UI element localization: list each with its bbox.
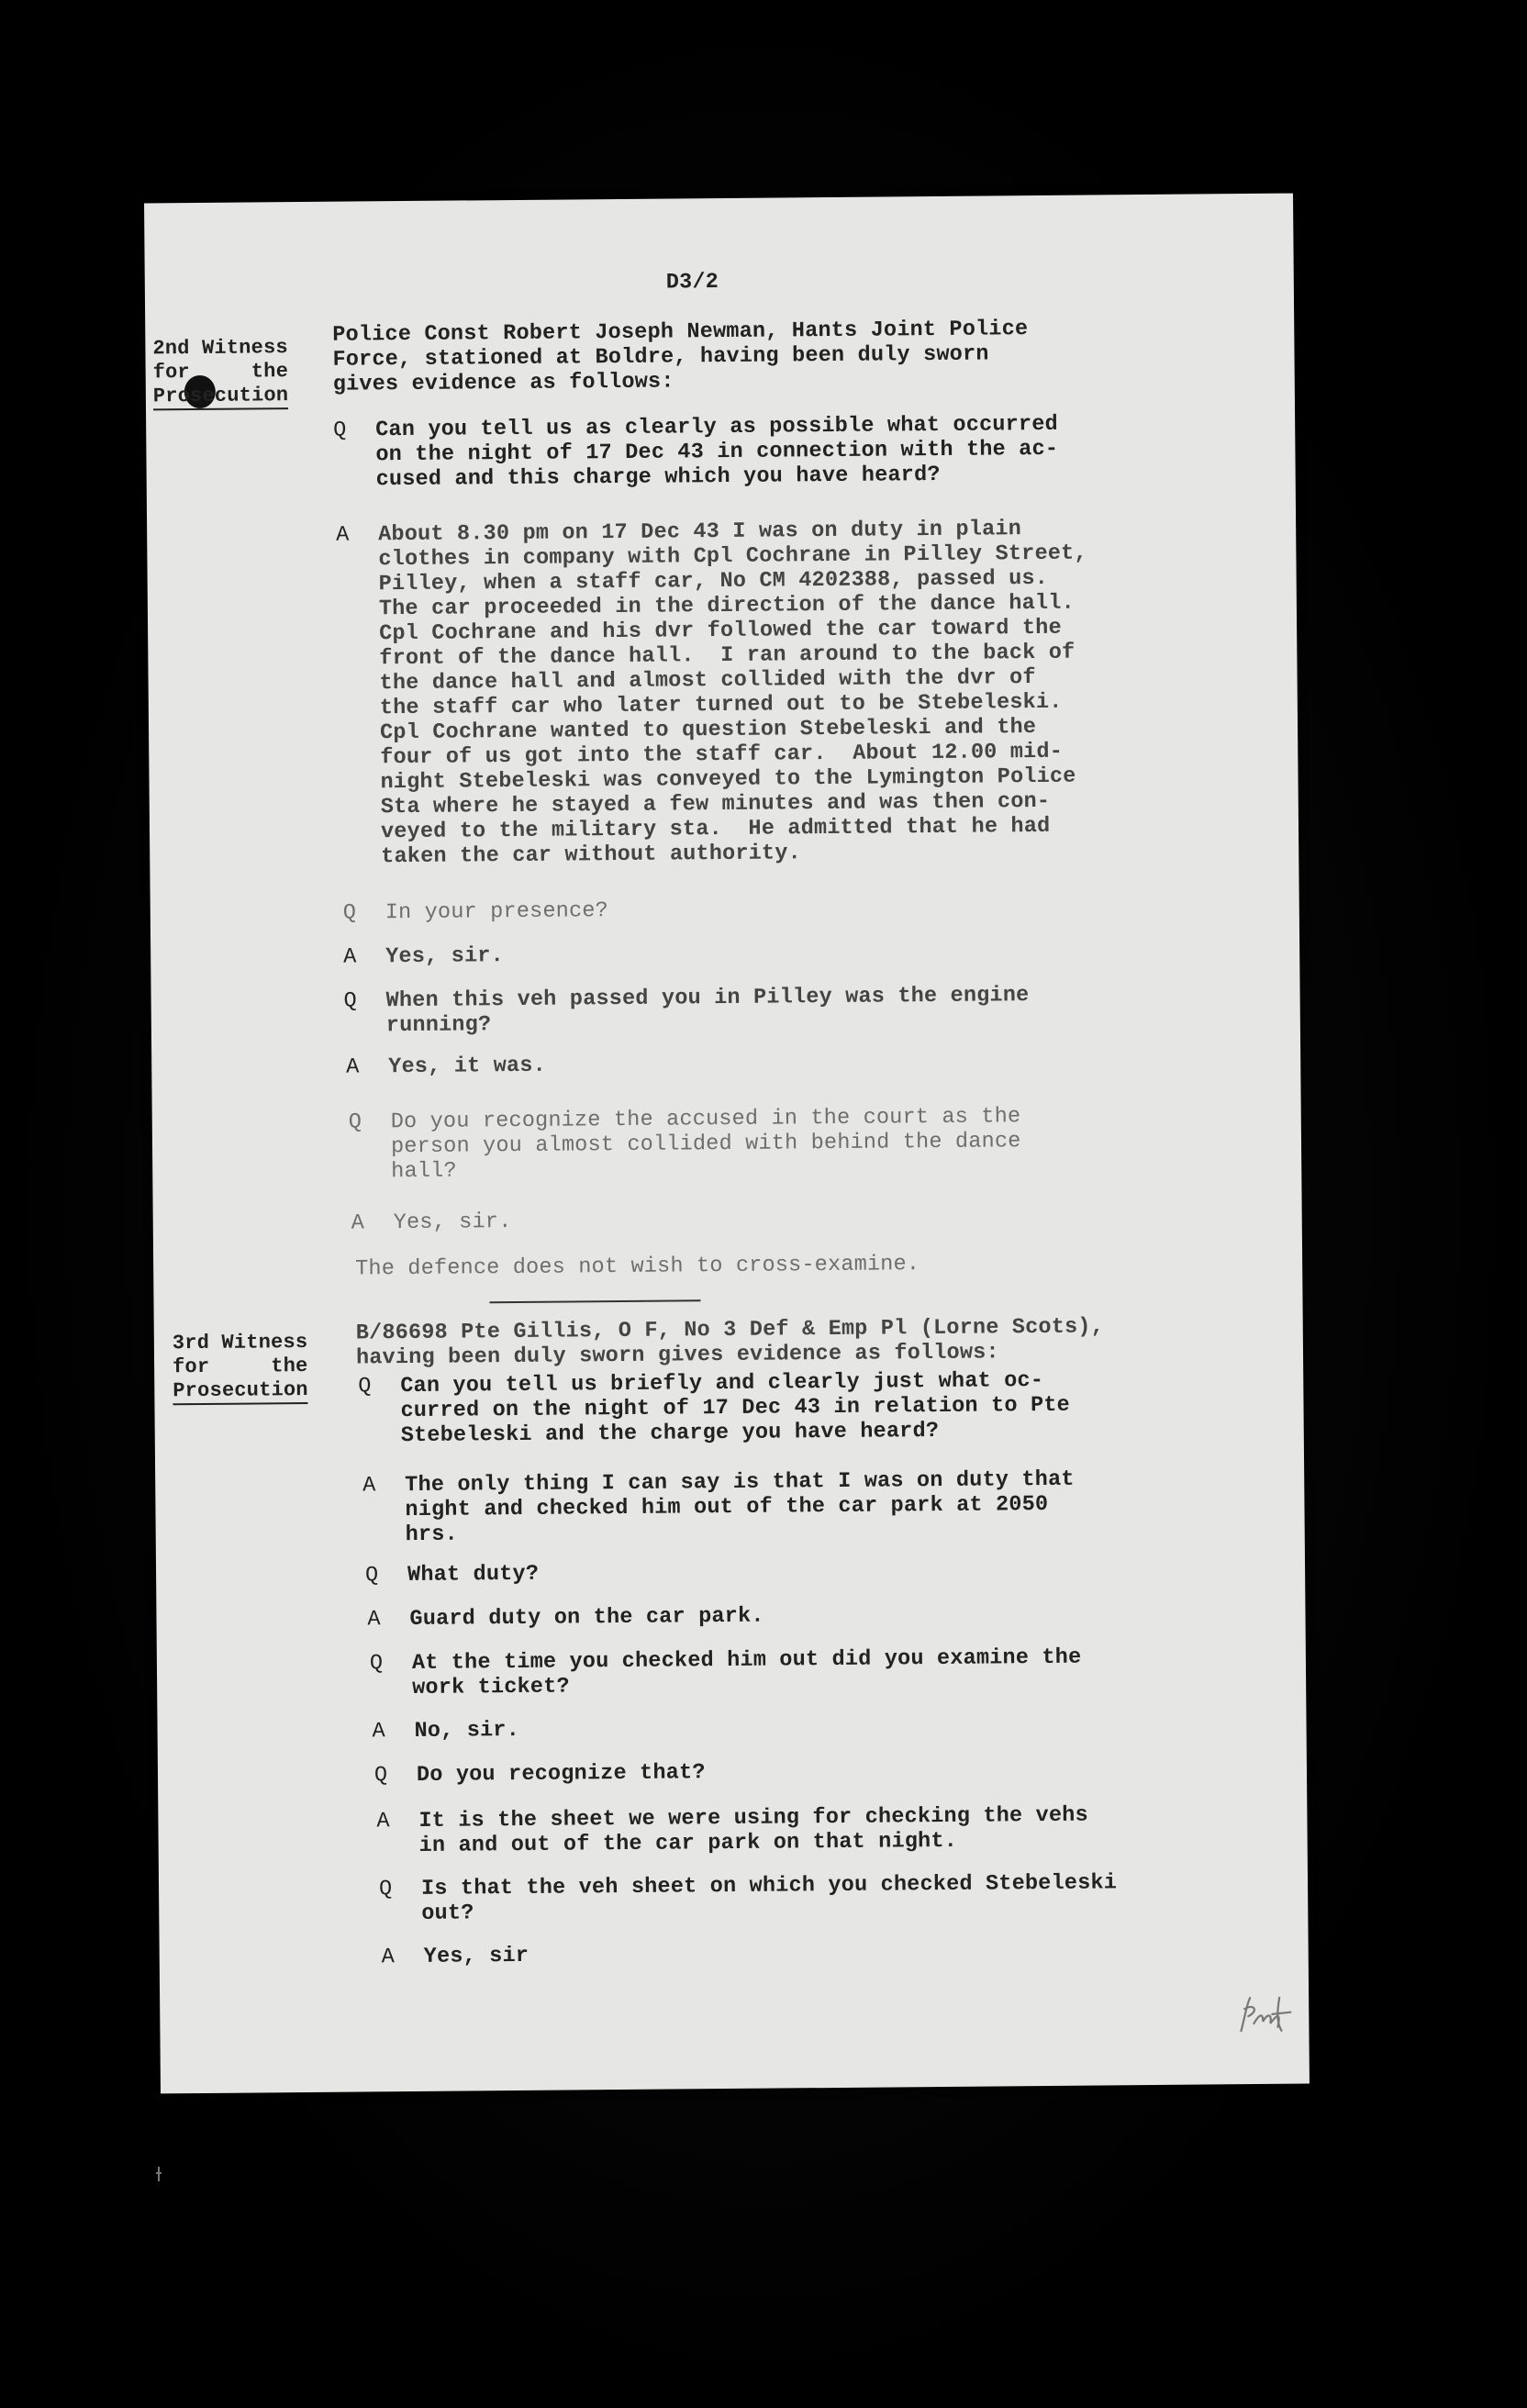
witness2-margin-label bbox=[152, 336, 318, 411]
qa-item bbox=[358, 1367, 1181, 1449]
qa-letter: A bbox=[362, 1473, 376, 1499]
qa-letter: Q bbox=[364, 1563, 379, 1589]
qa-letter: Q bbox=[378, 1877, 393, 1902]
qa-item bbox=[333, 411, 1156, 493]
qa-item bbox=[376, 1802, 1198, 1859]
qa-letter: Q bbox=[348, 1109, 362, 1135]
qa-text: Can you tell us briefly and clearly just what oc- curred on the night of 17 Dec 43 in relation to Pte Stebeleski and the charge you have heard? bbox=[400, 1367, 1071, 1449]
section-divider bbox=[489, 1299, 700, 1303]
qa-item bbox=[343, 894, 1165, 926]
qa-text: What duty? bbox=[407, 1561, 540, 1589]
qa-letter: A bbox=[381, 1945, 396, 1970]
qa-item bbox=[379, 1870, 1201, 1927]
witness3-label-line: Prosecution bbox=[173, 1378, 308, 1405]
qa-letter: A bbox=[351, 1210, 365, 1236]
witness3-intro: B/86698 Pte Gillis, O F, No 3 Def & Emp Pl (Lorne Scots), having been duly sworn gives evidence as follows: bbox=[355, 1314, 1105, 1371]
qa-letter: A bbox=[346, 1054, 360, 1080]
handwritten-initials bbox=[1235, 1990, 1296, 2037]
qa-letter: Q bbox=[342, 900, 357, 926]
qa-text: It is the sheet we were using for checking the vehs in and out of the car park on that night. bbox=[418, 1802, 1088, 1858]
qa-letter: A bbox=[376, 1809, 390, 1834]
qa-text: Is that the veh sheet on which you checked Stebeleski out? bbox=[420, 1870, 1118, 1926]
witness2-label-line: Prosecution bbox=[153, 384, 289, 410]
qa-item bbox=[382, 1937, 1204, 1969]
qa-item bbox=[336, 516, 1161, 870]
qa-letter: A bbox=[367, 1607, 381, 1633]
scan-mark bbox=[154, 2166, 163, 2182]
qa-text: Do you recognize the accused in the court as the person you almost collided with behind the dance hall? bbox=[390, 1104, 1021, 1185]
witness3-label-line: 3rd Witness bbox=[172, 1330, 308, 1355]
qa-text: Guard duty on the car park. bbox=[409, 1603, 764, 1633]
page-number: D3/2 bbox=[665, 270, 719, 295]
qa-text: The only thing I can say is that I was on duty that night and checked him out of the car park at 2050 hrs. bbox=[405, 1466, 1075, 1548]
qa-text: Yes, sir. bbox=[385, 943, 505, 970]
qa-item bbox=[344, 982, 1166, 1039]
witness2-intro: Police Const Robert Joseph Newman, Hants Joint Police Force, stationed at Boldre, having been duly sworn gives evidence as follows: bbox=[332, 317, 1029, 397]
qa-item bbox=[372, 1712, 1194, 1745]
qa-item bbox=[365, 1556, 1187, 1589]
qa-letter: Q bbox=[358, 1374, 372, 1399]
witness2-label-line: 2nd Witness bbox=[152, 336, 288, 361]
qa-text: Yes, sir. bbox=[393, 1210, 512, 1236]
qa-text: At the time you checked him out did you examine the work ticket? bbox=[411, 1644, 1082, 1701]
qa-text: In your presence? bbox=[385, 898, 609, 926]
qa-item bbox=[370, 1644, 1192, 1701]
qa-letter: Q bbox=[343, 988, 358, 1014]
qa-text: Yes, it was. bbox=[388, 1053, 547, 1080]
qa-text: Can you tell us as clearly as possible what occurred on the night of 17 Dec 43 in connection with the ac- cused and this charge which you have heard? bbox=[375, 411, 1059, 493]
qa-item bbox=[367, 1600, 1189, 1633]
document-page bbox=[144, 194, 1310, 2094]
qa-text: Yes, sir bbox=[423, 1943, 529, 1969]
witness2-label-line: for the bbox=[152, 360, 289, 385]
qa-item bbox=[351, 1204, 1174, 1236]
witness3-label-line: for the bbox=[172, 1354, 308, 1379]
qa-text: No, sir. bbox=[414, 1717, 520, 1744]
qa-text: About 8.30 pm on 17 Dec 43 I was on duty in plain clothes in company with Cpl Cochrane in Pilley Street, Pilley, when a staff car, No CM 4202388, passed us. The car proceeded in the direction of the dance hall. Cpl Cochrane and his dvr followed the car toward the front of the dance hall. I ran around to the back of the dance hall and almost collided with the dvr of the staff car who later turned out to be Stebeleski. Cpl Cochrane wanted to question Stebeleski and the four of us got into the staff car. About 12.00 mid- night Stebeleski was conveyed to the Lymington Police Sta where he stayed a few minutes and was then con- veyed to the military sta. He admitted that he had taken the car without authority. bbox=[378, 517, 1087, 870]
qa-letter: Q bbox=[333, 418, 347, 443]
qa-letter: Q bbox=[369, 1651, 384, 1677]
qa-text: Do you recognize that? bbox=[416, 1760, 706, 1788]
qa-letter: A bbox=[343, 944, 357, 970]
qa-letter: A bbox=[336, 522, 350, 548]
witness3-margin-label bbox=[173, 1331, 339, 1406]
qa-item bbox=[346, 1048, 1168, 1080]
cross-examination-note: The defence does not wish to cross-examine. bbox=[355, 1252, 920, 1282]
qa-item bbox=[374, 1756, 1197, 1789]
qa-text: When this veh passed you in Pilley was the engine running? bbox=[385, 983, 1030, 1039]
qa-letter: Q bbox=[373, 1763, 388, 1789]
qa-item bbox=[343, 938, 1165, 970]
qa-item bbox=[349, 1103, 1172, 1185]
qa-item bbox=[362, 1466, 1186, 1548]
qa-letter: A bbox=[372, 1719, 386, 1745]
